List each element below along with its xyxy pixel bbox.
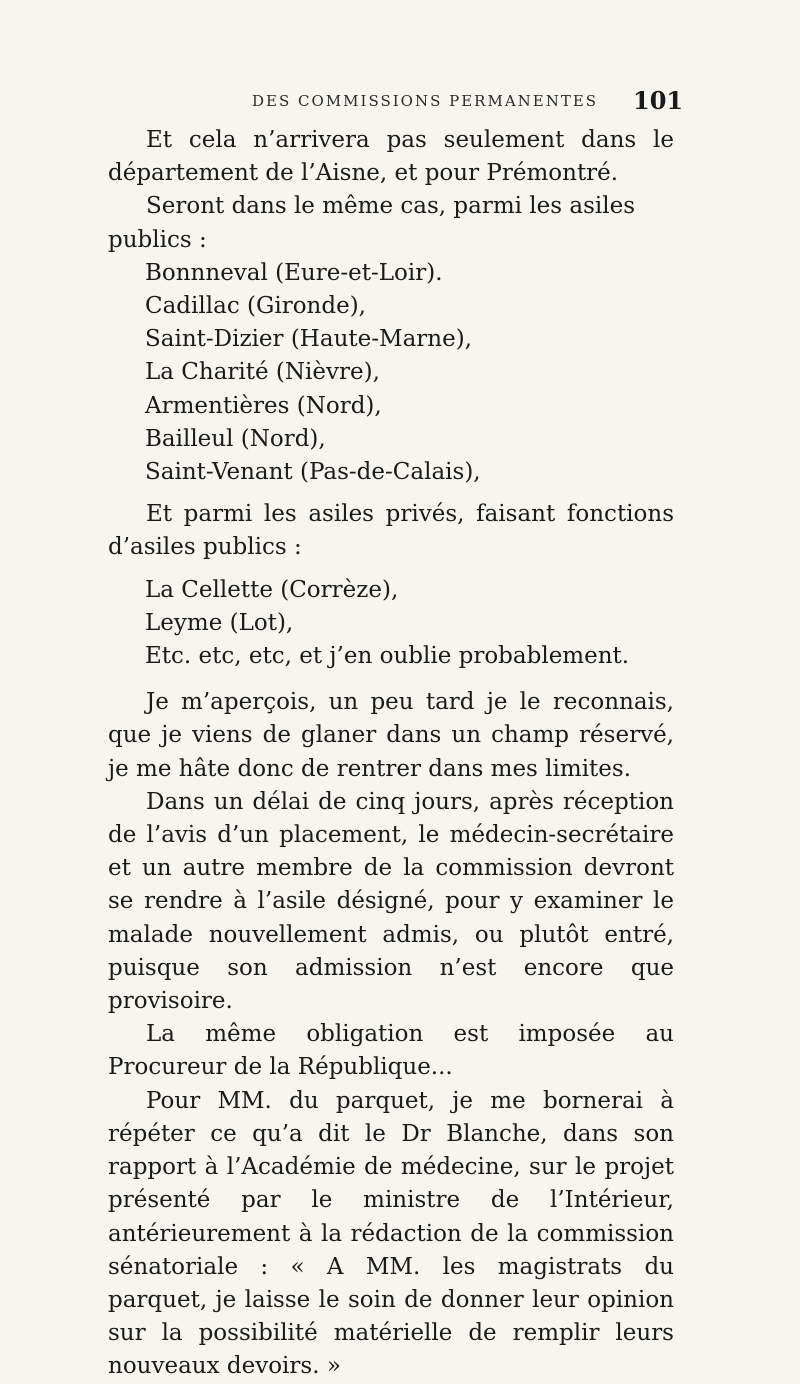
page-number: 101	[633, 86, 684, 115]
spacer	[108, 565, 674, 574]
list-item: Bonnneval (Eure-et-Loir).	[145, 259, 443, 286]
spacer	[108, 489, 674, 498]
paragraph: Et parmi les asiles privés, faisant fonctions d’asiles publics :	[108, 501, 674, 561]
list-item: Etc. etc, etc, et j’en oublie probablement.	[145, 643, 630, 670]
list-item: Saint-Venant (Pas-de-Calais),	[145, 459, 481, 486]
list-item: La Charité (Nièvre),	[145, 359, 380, 386]
paragraph: Pour MM. du parquet, je me bornerai à répéter ce qu’a dit le Dr Blanche, dans son rapport à l’Académie de médecine, sur le projet présenté par le ministre de l’Intérieur, antérieurement à la rédaction de la commission sénatoriale : « A MM. les magistrats du parquet, je laisse le soin de donner leur opinion sur la possibilité matérielle de remplir leurs nouveaux devoirs. »	[108, 1087, 674, 1380]
body-text	[108, 124, 674, 1384]
list-item: Leyme (Lot),	[145, 609, 294, 636]
list-item: Cadillac (Gironde),	[145, 293, 366, 320]
list-item: Bailleul (Nord),	[145, 425, 326, 452]
running-title: DES COMMISSIONS PERMANENTES	[252, 92, 599, 110]
paragraph: La même obligation est imposée au Procureur de la République...	[108, 1021, 674, 1081]
paragraph: Je m’aperçois, un peu tard je le reconnais, que je viens de glaner dans un champ réservé, je me hâte donc de rentrer dans mes limites.	[108, 689, 674, 782]
paragraph: Dans un délai de cinq jours, après réception de l’avis d’un placement, le médecin-secrétaire et un autre membre de la commission devront se rendre à l’asile désigné, pour y examiner le malade nouvellement admis, ou plutôt entré, puisque son admission n’est encore que provisoire.	[108, 788, 674, 1015]
list-item: Saint-Dizier (Haute-Marne),	[145, 326, 472, 353]
list-item: La Cellette (Corrèze),	[145, 576, 399, 603]
list-item: Armentières (Nord),	[145, 392, 382, 419]
paragraph: Et cela n’arrivera pas seulement dans le département de l’Aisne, et pour Prémontré.	[108, 127, 674, 187]
paragraph: Seront dans le même cas, parmi les asiles publics :	[108, 193, 636, 253]
running-head	[0, 86, 800, 116]
spacer	[108, 673, 674, 686]
